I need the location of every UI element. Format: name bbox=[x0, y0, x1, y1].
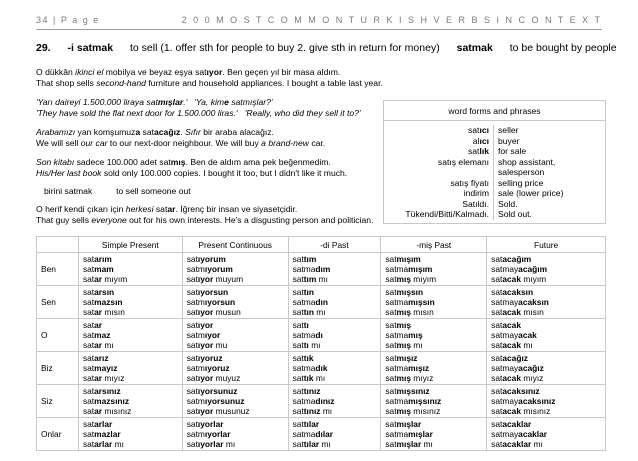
conjugation-form: satıyorlar mı bbox=[186, 439, 236, 449]
conjugation-cell bbox=[487, 418, 606, 451]
entry-passive-verb: satmak bbox=[456, 42, 493, 54]
conjugation-form: satmış mıyız bbox=[385, 373, 434, 383]
column-header: -di Past bbox=[288, 237, 381, 253]
conjugation-form: satmayacaksın bbox=[491, 297, 549, 307]
conjugation-form: satacak mısın bbox=[491, 307, 544, 317]
word-form-tr: satış fiyatı bbox=[450, 177, 489, 188]
conjugation-form: satmışsınız bbox=[385, 386, 430, 396]
conjugation-cell bbox=[381, 418, 487, 451]
conjugation-form: satmış mı bbox=[385, 340, 423, 350]
column-header: -miş Past bbox=[381, 237, 487, 253]
conjugation-form: satmadık bbox=[292, 363, 328, 373]
table-row bbox=[37, 385, 606, 418]
conjugation-form: satmayız bbox=[82, 363, 118, 373]
conjugation-form: satacak mıyım bbox=[491, 274, 547, 284]
conjugation-cell bbox=[381, 385, 487, 418]
conjugation-cell bbox=[182, 286, 288, 319]
conjugation-form: satmıyorum bbox=[186, 264, 233, 274]
example-6-tr: O herif kendi çıkarı için herkesi satar. İğrenç bir insan ve siyasetçidir. bbox=[36, 204, 298, 214]
word-form-en: Sold out. bbox=[498, 209, 532, 219]
conjugation-cell bbox=[182, 385, 288, 418]
conjugation-form: satmıyorsunuz bbox=[186, 396, 245, 406]
conjugation-form: satarsın bbox=[82, 287, 115, 297]
word-form-tr: satlık bbox=[467, 146, 489, 156]
conjugation-form: satarız bbox=[82, 353, 109, 363]
conjugation-form: sattılar bbox=[292, 419, 320, 429]
conjugation-form: satıyor musunuz bbox=[186, 406, 250, 416]
entry-passive-meaning: to be bought by people bbox=[509, 42, 617, 54]
conjugation-form: satmamışız bbox=[385, 363, 430, 373]
conjugation-form: satmıyorsun bbox=[186, 297, 236, 307]
conjugation-form: satacak mıyız bbox=[491, 373, 544, 383]
conjugation-form: satmışlar mı bbox=[385, 439, 433, 449]
conjugation-cell bbox=[78, 286, 182, 319]
conjugation-form: satar mıyız bbox=[82, 373, 125, 383]
conjugation-form: satmıyorlar bbox=[186, 429, 231, 439]
example-3-en: We will sell our car to our next-door neighbour. We will buy a brand-new car. bbox=[36, 138, 326, 148]
conjugation-form: satıyoruz bbox=[186, 353, 223, 363]
verb-entry-title bbox=[36, 42, 617, 54]
word-form-en: sale (lower price) bbox=[498, 188, 564, 198]
book-title: 2 0 0 M O S T C O M M O N T U R K I S H V E R B S I N C O N T E X T bbox=[181, 15, 602, 25]
word-form-en: shop assistant, bbox=[498, 156, 556, 167]
conjugation-cell bbox=[78, 418, 182, 451]
conjugation-form: sattın bbox=[292, 287, 314, 297]
word-forms-title: word forms and phrases bbox=[384, 101, 605, 121]
word-forms-turkish bbox=[384, 125, 494, 220]
conjugation-cell bbox=[487, 319, 606, 352]
conjugation-cell bbox=[487, 286, 606, 319]
column-header bbox=[37, 237, 79, 253]
conjugation-form: satmadın bbox=[292, 297, 328, 307]
conjugation-cell bbox=[381, 253, 487, 286]
entry-verb: -i satmak bbox=[67, 42, 114, 54]
table-row bbox=[37, 253, 606, 286]
conjugation-form: sattık bbox=[292, 353, 314, 363]
conjugation-cell bbox=[288, 286, 381, 319]
conjugation-cell bbox=[381, 286, 487, 319]
conjugation-form: satmaz bbox=[82, 330, 111, 340]
pronoun-cell: Ben bbox=[37, 253, 79, 286]
conjugation-form: satmıyoruz bbox=[186, 363, 230, 373]
conjugation-form: satmazlar bbox=[82, 429, 121, 439]
conjugation-form: satmazsın bbox=[82, 297, 123, 307]
conjugation-form: satacaksın bbox=[491, 287, 534, 297]
column-header: Present Continuous bbox=[182, 237, 288, 253]
conjugation-form: satıyorsun bbox=[186, 287, 229, 297]
conjugation-cell bbox=[182, 319, 288, 352]
conjugation-form: satmışsın bbox=[385, 287, 424, 297]
conjugation-form: satmadım bbox=[292, 264, 331, 274]
example-6-en: That guy sells everyone out for his own interests. He's a disgusting person and politician. bbox=[36, 215, 374, 225]
column-header: Simple Present bbox=[78, 237, 182, 253]
conjugation-form: satacak mı bbox=[491, 340, 533, 350]
word-form-en: selling price bbox=[498, 177, 544, 188]
conjugation-form: sattınız mı bbox=[292, 406, 333, 416]
word-form-tr: Satıldı. bbox=[462, 198, 489, 209]
conjugation-cell bbox=[288, 385, 381, 418]
word-form-en: for sale bbox=[498, 146, 527, 156]
word-form-tr: satıcı bbox=[467, 125, 489, 135]
conjugation-form: satmayacaksınız bbox=[491, 396, 556, 406]
table-row bbox=[37, 319, 606, 352]
conjugation-form: satar bbox=[82, 320, 103, 330]
example-1-en: That shop sells second-hand furniture and household appliances. I bought a table last year. bbox=[36, 78, 383, 88]
conjugation-form: satmadınız bbox=[292, 396, 335, 406]
pronoun-cell: Siz bbox=[37, 385, 79, 418]
conjugation-cell bbox=[182, 352, 288, 385]
pronoun-cell: Sen bbox=[37, 286, 79, 319]
conjugation-form: satacaklar mı bbox=[491, 439, 543, 449]
conjugation-cell bbox=[78, 352, 182, 385]
phrase-sell-someone-out: birini satmak to sell someone out bbox=[44, 186, 191, 196]
conjugation-form: satıyor bbox=[186, 320, 214, 330]
conjugation-form: satar mısın bbox=[82, 307, 125, 317]
word-form-tr: indirim bbox=[463, 188, 489, 198]
conjugation-form: satmışlar bbox=[385, 419, 422, 429]
example-4-tr: Son kitabı sadece 100.000 adet satmış. Ben de aldım ama pek beğenmedim. bbox=[36, 157, 331, 167]
conjugation-form: satıyor muyuz bbox=[186, 373, 241, 383]
conjugation-cell bbox=[487, 253, 606, 286]
conjugation-cell bbox=[487, 352, 606, 385]
example-3-tr: Arabamızı yan komşumuza satacağız. Sıfır bir araba alacağız. bbox=[36, 127, 274, 137]
conjugation-form: satmayacak bbox=[491, 330, 537, 340]
conjugation-form: sattın mı bbox=[292, 307, 326, 317]
conjugation-form: satmışım bbox=[385, 254, 421, 264]
conjugation-form: satmışız bbox=[385, 353, 418, 363]
conjugation-cell bbox=[288, 418, 381, 451]
word-forms-english bbox=[494, 125, 605, 220]
conjugation-cell bbox=[182, 253, 288, 286]
conjugation-form: satmamış bbox=[385, 330, 423, 340]
conjugation-form: satıyor muyum bbox=[186, 274, 244, 284]
conjugation-form: satmamışsınız bbox=[385, 396, 442, 406]
conjugation-cell bbox=[288, 319, 381, 352]
conjugation-form: satıyorsunuz bbox=[186, 386, 238, 396]
conjugation-form: satmadılar bbox=[292, 429, 334, 439]
conjugation-form: satmamışlar bbox=[385, 429, 433, 439]
example-2-tr: 'Yarı daireyi 1.500.000 liraya satmışlar.' 'Ya, kime satmışlar?' bbox=[36, 97, 273, 107]
conjugation-form: satacak mısınız bbox=[491, 406, 551, 416]
entry-meaning: to sell (1. offer sth for people to buy 2. give sth in return for money) bbox=[129, 42, 440, 54]
word-forms-box bbox=[383, 100, 606, 224]
conjugation-form: satarım bbox=[82, 254, 112, 264]
conjugation-form: satıyorum bbox=[186, 254, 226, 264]
conjugation-form: sattılar mı bbox=[292, 439, 331, 449]
conjugation-form: sattım bbox=[292, 254, 317, 264]
conjugation-form: sattım mı bbox=[292, 274, 328, 284]
conjugation-form: satarsınız bbox=[82, 386, 121, 396]
conjugation-cell bbox=[381, 352, 487, 385]
conjugation-form: satıyorlar bbox=[186, 419, 224, 429]
table-row bbox=[37, 418, 606, 451]
conjugation-form: satmış mıyım bbox=[385, 274, 437, 284]
table-row bbox=[37, 286, 606, 319]
pronoun-cell: Biz bbox=[37, 352, 79, 385]
conjugation-form: satmazsınız bbox=[82, 396, 130, 406]
page-number: 34 | P a g e bbox=[36, 15, 100, 25]
example-1-tr: O dükkân ikinci el mobilya ve beyaz eşya satıyor. Ben geçen yıl bir masa aldım. bbox=[36, 67, 341, 77]
word-form-tr: alıcı bbox=[472, 135, 489, 146]
table-row bbox=[37, 352, 606, 385]
conjugation-form: satıyor musun bbox=[186, 307, 241, 317]
conjugation-form: sattık mı bbox=[292, 373, 326, 383]
conjugation-form: satmam bbox=[82, 264, 114, 274]
conjugation-cell bbox=[288, 253, 381, 286]
conjugation-form: satmadı bbox=[292, 330, 323, 340]
conjugation-form: satıyor mu bbox=[186, 340, 228, 350]
conjugation-cell bbox=[487, 385, 606, 418]
conjugation-cell bbox=[381, 319, 487, 352]
conjugation-table bbox=[36, 236, 606, 451]
conjugation-form: satarlar mı bbox=[82, 439, 124, 449]
word-form-en: salesperson bbox=[498, 167, 545, 177]
word-form-en: seller bbox=[498, 125, 519, 135]
conjugation-form: satar mısınız bbox=[82, 406, 132, 416]
column-header: Future bbox=[487, 237, 606, 253]
page-header bbox=[36, 14, 602, 30]
conjugation-form: satacağız bbox=[491, 353, 528, 363]
conjugation-cell bbox=[78, 385, 182, 418]
conjugation-cell bbox=[288, 352, 381, 385]
conjugation-form: satmamışım bbox=[385, 264, 433, 274]
word-form-tr: Tükendi/Bitti/Kalmadı. bbox=[405, 209, 489, 219]
example-2-en: 'They have sold the flat next door for 1.500.000 liras.' 'Really, who did they sell it to?' bbox=[36, 108, 361, 118]
conjugation-form: satacağım bbox=[491, 254, 532, 264]
conjugation-form: satar mıyım bbox=[82, 274, 128, 284]
conjugation-form: satmış mısınız bbox=[385, 406, 441, 416]
conjugation-form: satar mı bbox=[82, 340, 114, 350]
conjugation-cell bbox=[182, 418, 288, 451]
conjugation-form: satmayacağız bbox=[491, 363, 544, 373]
pronoun-cell: Onlar bbox=[37, 418, 79, 451]
pronoun-cell: O bbox=[37, 319, 79, 352]
conjugation-form: satarlar bbox=[82, 419, 113, 429]
conjugation-form: sattı mı bbox=[292, 340, 321, 350]
conjugation-form: sattınız bbox=[292, 386, 321, 396]
word-form-en: buyer bbox=[498, 135, 520, 146]
conjugation-form: satacaksınız bbox=[491, 386, 540, 396]
conjugation-form: satmıyor bbox=[186, 330, 221, 340]
word-form-en: Sold. bbox=[498, 198, 518, 209]
conjugation-cell bbox=[78, 253, 182, 286]
conjugation-form: satmış bbox=[385, 320, 411, 330]
conjugation-form: satmamışsın bbox=[385, 297, 435, 307]
conjugation-form: satacak bbox=[491, 320, 521, 330]
entry-number: 29. bbox=[36, 42, 51, 54]
conjugation-form: satmış mısın bbox=[385, 307, 434, 317]
conjugation-form: sattı bbox=[292, 320, 309, 330]
conjugation-form: satmayacağım bbox=[491, 264, 548, 274]
word-form-tr bbox=[384, 167, 489, 178]
conjugation-form: satacaklar bbox=[491, 419, 532, 429]
word-form-tr: satış elemanı bbox=[437, 156, 489, 167]
conjugation-cell bbox=[78, 319, 182, 352]
conjugation-form: satmayacaklar bbox=[491, 429, 548, 439]
example-4-en: His/Her last book sold only 100.000 copies. I bought it too, but I didn't like it much. bbox=[36, 168, 348, 178]
conjugation-header-row bbox=[37, 237, 606, 253]
